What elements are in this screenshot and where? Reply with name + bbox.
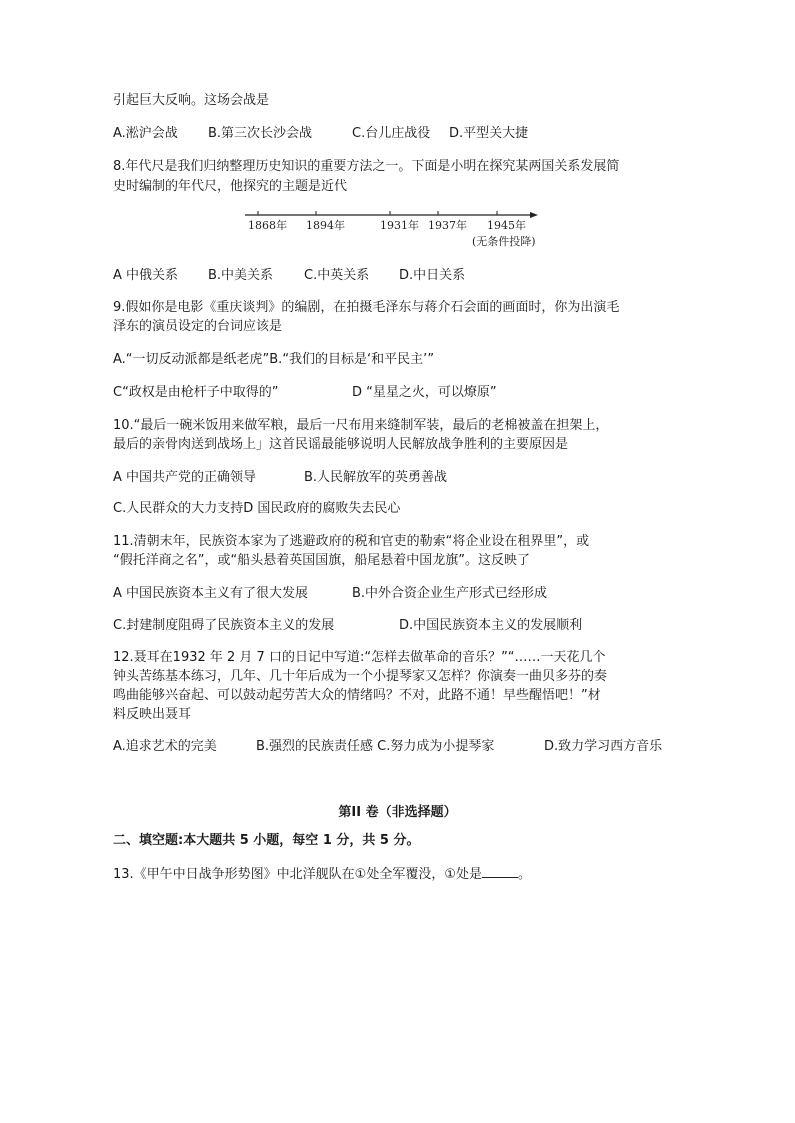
q10-stem-line2: 最后的亲骨肉送到战场上」这首民谣最能够说明人民解放战争胜利的主要原因是 — [113, 437, 569, 452]
q11-stem-line1: 11.清朝末年，民族资本家为了逃避政府的税和官吏的勒索“将企业设在租界里”，或 — [113, 534, 590, 549]
section2-title: 第II 卷（非选择题） — [338, 805, 457, 820]
timeline-year-label: 1931年 — [380, 219, 419, 232]
q13-answer-blank[interactable] — [482, 865, 518, 878]
q12-option-bc: B.强烈的民族责任感 C.努力成为小提琴家 — [256, 739, 495, 754]
q13-stem — [113, 865, 531, 884]
q13-end: 。 — [517, 867, 531, 882]
q10-stem-line1: 10.“最后一碗米饭用来做军粮，最后一尺布用来缝制军装，最后的老棉被盖在担架上， — [113, 418, 609, 433]
timeline-year-label: 1945年 — [487, 219, 526, 232]
timeline-year-label: 1868年 — [248, 219, 287, 232]
q8-stem-line1: 8.年代尺是我们归纳整理历史知识的重要方法之一。下面是小明在探究某两国关系发展简 — [113, 159, 620, 174]
q12-stem-line1: 12.聂耳在1932 年 2 月 7 口的日记中写道:“怎样去做革命的音乐？”“……一天花几个 — [113, 650, 606, 665]
q8-timeline — [240, 205, 550, 255]
timeline-note: (无条件投降) — [472, 235, 536, 248]
q8-option-d: D.中日关系 — [399, 268, 466, 283]
timeline-arrow — [530, 212, 538, 218]
q11-option-c: C.封建制度阻碍了民族资本主义的发展 — [113, 618, 335, 633]
q12-stem-line2: 钟头苦练基本练习，几年、几十年后成为一个小提琴家又怎样？你演奏一曲贝多芬的奏 — [113, 669, 608, 684]
q12-option-a: A.追求艺术的完美 — [113, 739, 217, 754]
q11-option-d: D.中国民族资本主义的发展顺利 — [399, 618, 583, 633]
q12-stem-line4: 料反映出聂耳 — [113, 707, 192, 722]
timeline-year-label: 1937年 — [428, 219, 467, 232]
q7-option-a: A.淞沪会战 — [113, 126, 178, 141]
q8-option-b: B.中美关系 — [208, 268, 274, 283]
q10-option-cd: C.人民群众的大力支持D 国民政府的腐败失去民心 — [113, 501, 401, 516]
q12-option-d: D.致力学习西方音乐 — [544, 739, 663, 754]
q11-stem-line2: “假托洋商之名”，或“船头悬着英国国旗，船尾悬着中国龙旗”。这反映了 — [113, 553, 530, 568]
q10-option-a: A 中国共产党的正确领导 — [113, 470, 257, 485]
q13-text: 13.《甲午中日战争形势图》中北洋舰队在①处全军覆没，①处是 — [113, 867, 482, 882]
q7-option-d: D.平型关大捷 — [449, 126, 529, 141]
q9-option-c: C“政权是由枪杆子中取得的” — [113, 385, 279, 400]
q9-option-ab: A.“一切反动派都是纸老虎”B.“我们的目标是‘和平民主’” — [113, 352, 435, 367]
timeline-year-label: 1894年 — [306, 219, 345, 232]
q8-option-c: C.中英关系 — [304, 268, 370, 283]
q7-stem-continued: 引起巨大反响。这场会战是 — [113, 93, 270, 108]
q9-stem-line1: 9.假如你是电影《重庆谈判》的编剧，在拍摄毛泽东与蒋介石会面的画面时，你为出演毛 — [113, 300, 620, 315]
q11-option-b: B.中外合资企业生产形式已经形成 — [352, 586, 548, 601]
q8-option-a: A 中俄关系 — [113, 268, 179, 283]
q10-option-b: B.人民解放军的英勇善战 — [304, 470, 448, 485]
q7-option-c: C.台儿庄战役 — [352, 126, 431, 141]
q7-option-b: B.第三次长沙会战 — [208, 126, 313, 141]
q12-stem-line3: 鸣曲能够兴奋起、可以鼓动起劳苦大众的情绪吗？不对，此路不通！早些醒悟吧！”材 — [113, 688, 601, 703]
q9-stem-line2: 泽东的演员设定的台词应该是 — [113, 319, 283, 334]
q9-option-d: D “星星之火，可以燎原” — [352, 385, 497, 400]
q8-stem-line2: 史时编制的年代尺，他探究的主题是近代 — [113, 179, 348, 194]
q11-option-a: A 中国民族资本主义有了很大发展 — [113, 586, 309, 601]
section2-heading: 二、填空题:本大题共 5 小题，每空 1 分，共 5 分。 — [113, 833, 420, 848]
